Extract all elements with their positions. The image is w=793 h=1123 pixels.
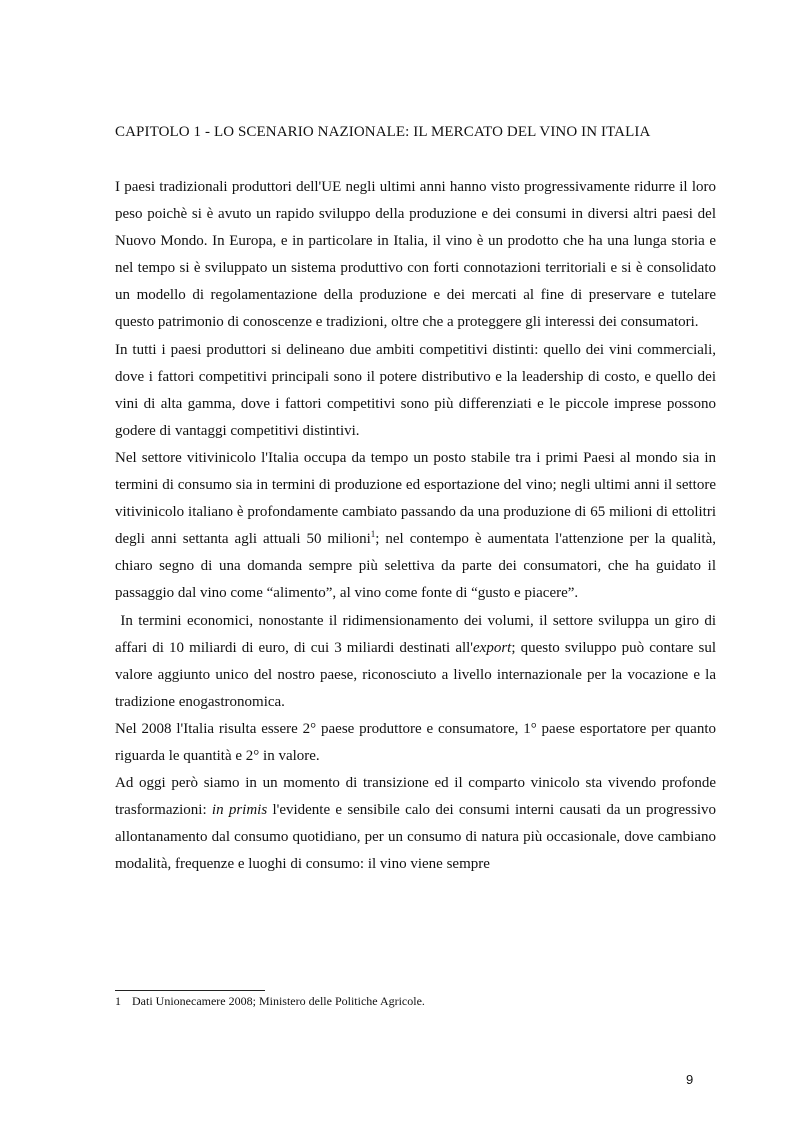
paragraph-4-text-start: In termini economici, nonostante il ridimensionamento dei volumi, il settore sviluppa un giro di affari di 10 miliardi di euro, di cui 3 miliardi destinati all': [115, 612, 717, 656]
footnote: [115, 993, 425, 1009]
footnote-number: 1: [115, 994, 121, 1008]
paragraph-6-text-end: l'evidente e sensibile calo dei consumi interni causati da un progressivo allontanamento dal consumo quotidiano, per un consumo di natura più occasionale, dove cambiano modalità, frequenze e luoghi di consumo: il vino viene sempre: [115, 802, 716, 873]
chapter-title: CAPITOLO 1 - LO SCENARIO NAZIONALE: IL MERCATO DEL VINO IN ITALIA: [115, 124, 651, 140]
paragraph-6-text-start: Ad oggi però siamo in un momento di transizione ed il comparto vinicolo sta vivendo profonde trasformazioni:: [115, 775, 716, 819]
paragraph-3: [115, 445, 716, 608]
paragraph-6: [115, 770, 716, 878]
paragraph-1: I paesi tradizionali produttori dell'UE negli ultimi anni hanno visto progressivamente ridurre il loro peso poichè si è avuto un rapido sviluppo della produzione e dei consumi in diversi altri paesi del Nuovo Mondo. In Europa, e in particolare in Italia, il vino è un prodotto che ha una lunga storia e nel tempo si è sviluppato un sistema produttivo con forti connotazioni territoriali e si è consolidato un modello di regolamentazione della produzione e dei mercati al fine di preservare e tutelare questo patrimonio di conoscenze e tradizioni, oltre che a proteggere gli interessi dei consumatori.: [115, 179, 716, 331]
body-text: [115, 174, 716, 878]
footnote-divider: [115, 990, 265, 991]
italic-term-in-primis: in primis: [211, 802, 268, 819]
footnote-reference[interactable]: 1: [370, 529, 376, 540]
paragraph-2: In tutti i paesi produttori si delineano due ambiti competitivi distinti: quello dei vini commerciali, dove i fattori competitivi principali sono il potere distributivo e la leadership di costo, e quello dei vini di alta gamma, dove i fattori competitivi sono più differenziati e le piccole imprese possono godere di vantaggi competitivi distintivi.: [115, 341, 716, 439]
paragraph-3-text-end: ; nel contempo è aumentata l'attenzione per la qualità, chiaro segno di una domanda sempre più selettiva da parte dei consumatori, che ha guidato il passaggio dal vino come “alimento”, al vino come fonte di “gusto e piacere”.: [115, 531, 716, 602]
paragraph-4-text-end: ; questo sviluppo può contare sul valore aggiunto unico del nostro paese, riconosciuto a livello internazionale per la vocazione e la tradizione enogastronomica.: [115, 639, 716, 710]
paragraph-3-text-start: Nel settore vitivinicolo l'Italia occupa da tempo un posto stabile tra i primi Paesi al mondo sia in termini di consumo sia in termini di produzione ed esportazione del vino; negli ultimi anni il settore vitivinicolo italiano è profondamente cambiato passando da una produzione di 65 milioni di ettolitri degli anni settanta agli attuali 50 milioni: [115, 449, 716, 548]
paragraph-5: Nel 2008 l'Italia risulta essere 2° paese produttore e consumatore, 1° paese esportatore per quanto riguarda le quantità e 2° in valore.: [115, 720, 716, 764]
page-number: 9: [686, 1072, 694, 1087]
italic-term-export: export: [473, 639, 512, 656]
footnote-text: Dati Unionecamere 2008; Ministero delle Politiche Agricole.: [132, 994, 425, 1008]
paragraph-4: [115, 608, 716, 716]
